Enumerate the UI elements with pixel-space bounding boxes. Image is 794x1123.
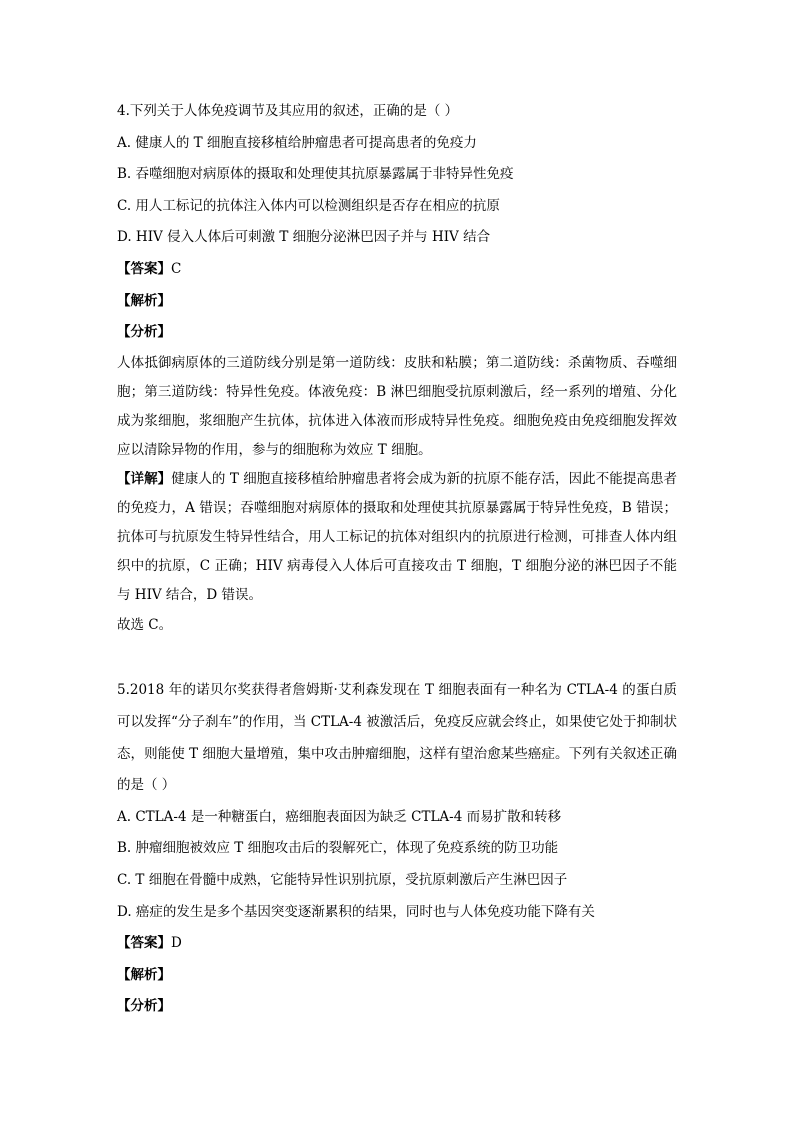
- detail-label: 【详解】: [117, 470, 172, 487]
- question-4-option-a: A. 健康人的 T 细胞直接移植给肿瘤患者可提高患者的免疫力: [117, 134, 477, 151]
- fenxi-label: 【分析】: [117, 324, 171, 341]
- question-5-option-c: C. T 细胞在骨髓中成熟，它能特异性识别抗原，受抗原刺激后产生淋巴因子: [117, 871, 568, 888]
- question-4-option-b: B. 吞噬细胞对病原体的摄取和处理使其抗原暴露属于非特异性免疫: [117, 166, 514, 183]
- fenxi-text: 人体抵御病原体的三道防线分别是第一道防线：皮肤和粘膜；第二道防线：杀菌物质、吞噬细胞；第三道防线：特异性免疫。体液免疫：B 淋巴细胞受抗原刺激后，经一系列的增殖、分化成为浆细胞，浆细胞产生抗体，抗体进入体液而形成特异性免疫。细胞免疫由免疫细胞发挥效应以清除异物的作用，参与的细胞称为效应 T 细胞。: [117, 354, 677, 458]
- question-4-answer: [117, 254, 677, 286]
- question-5-answer: [117, 928, 677, 960]
- question-4-stem: 4.下列关于人体免疫调节及其应用的叙述，正确的是（ ）: [117, 103, 459, 119]
- analysis-label: 【解析】: [117, 966, 171, 983]
- answer-label: 【答案】: [117, 935, 171, 952]
- question-5-option-b: B. 肿瘤细胞被效应 T 细胞攻击后的裂解死亡，体现了免疫系统的防卫功能: [117, 840, 559, 857]
- question-5-option-d: D. 癌症的发生是多个基因突变逐渐累积的结果，同时也与人体免疫功能下降有关: [117, 903, 595, 920]
- fenxi-label: 【分析】: [117, 998, 171, 1015]
- analysis-label: 【解析】: [117, 292, 171, 309]
- answer-value: D: [171, 935, 182, 952]
- question-4: [117, 96, 677, 641]
- question-5-stem: 5.2018 年的诺贝尔奖获得者詹姆斯·艾利森发现在 T 细胞表面有一种名为 CTLA-4 的蛋白质可以发挥“分子刹车”的作用，当 CTLA-4 被激活后，免疫反应就会终止，如果使它处于抑制状态，则能使 T 细胞大量增殖，集中攻击肿瘤细胞，这样有望治愈某些癌症。下列有关叙述正确的是（ ）: [117, 682, 677, 794]
- question-gap: [117, 641, 677, 675]
- detail-text: 健康人的 T 细胞直接移植给肿瘤患者将会成为新的抗原不能存活，因此不能提高患者的免疫力，A 错误；吞噬细胞对病原体的摄取和处理使其抗原暴露属于特异性免疫，B 错误；抗体可与抗原发生特异性结合，用人工标记的抗体对组织内的抗原进行检测，可排查人体内组织中的抗原，C 正确；HIV 病毒侵入人体后可直接攻击 T 细胞，T 细胞分泌的淋巴因子不能与 HIV 结合，D 错误。: [117, 470, 678, 603]
- question-4-option-d: D. HIV 侵入人体后可刺激 T 细胞分泌淋巴因子并与 HIV 结合: [117, 229, 491, 246]
- detail-paragraph: [117, 465, 677, 610]
- conclusion: 故选 C。: [117, 616, 173, 633]
- document-page: [117, 96, 677, 1023]
- answer-label: 【答案】: [117, 260, 171, 277]
- question-5-option-a: A. CTLA-4 是一种糖蛋白，癌细胞表面因为缺乏 CTLA-4 而易扩散和转移: [117, 808, 562, 825]
- question-5: [117, 675, 677, 1023]
- answer-value: C: [171, 260, 182, 277]
- question-4-option-c: C. 用人工标记的抗体注入体内可以检测组织是否存在相应的抗原: [117, 197, 500, 214]
